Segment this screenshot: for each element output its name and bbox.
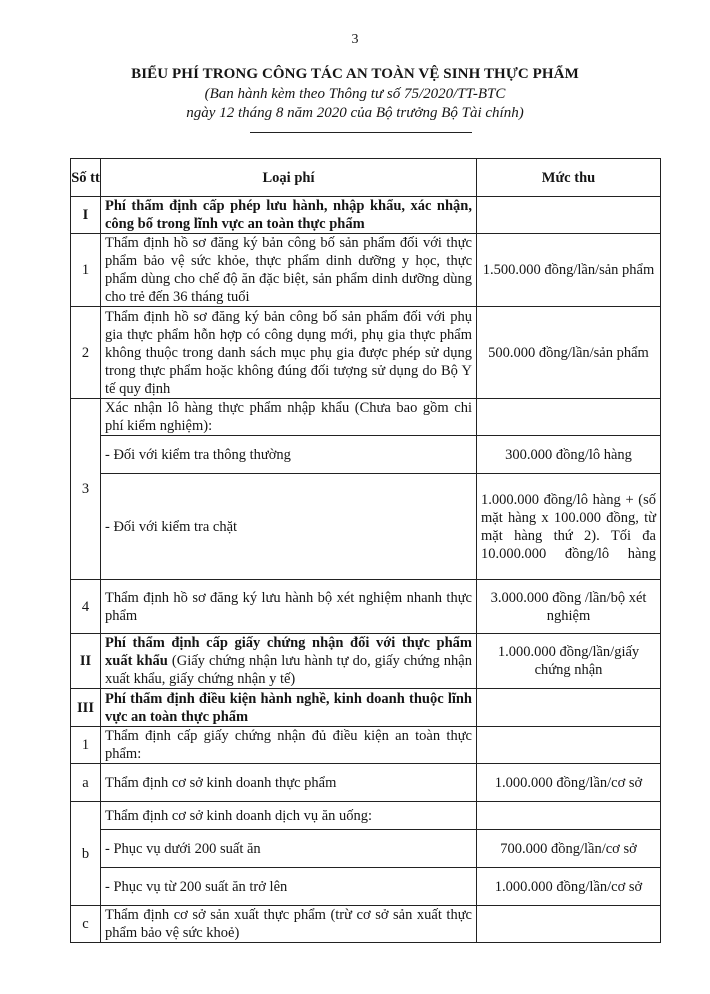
table-row	[71, 868, 661, 906]
table-row	[71, 474, 661, 580]
row-no: 1	[71, 234, 101, 307]
header-fee-type: Loại phí	[101, 159, 477, 197]
row-no: II	[71, 634, 101, 689]
subtitle-line-1: (Ban hành kèm theo Thông tư số 75/2020/TT-BTC	[204, 86, 506, 102]
table-row	[71, 906, 661, 943]
header-no: Số tt	[71, 159, 101, 197]
row-amount	[477, 689, 661, 727]
title-underline	[250, 132, 472, 133]
row-fee: Thẩm định hồ sơ đăng ký bản công bố sản phẩm đối với thực phẩm bảo vệ sức khỏe, thực phẩm dinh dưỡng y học, thực phẩm dùng cho chế độ ăn đặc biệt, sản phẩm dinh dưỡng dùng cho trẻ đến 36 tháng tuổi	[101, 234, 477, 307]
row-fee: Phí thẩm định điều kiện hành nghề, kinh doanh thuộc lĩnh vực an toàn thực phẩm	[101, 689, 477, 727]
row-amount: 1.500.000 đồng/lần/sản phẩm	[477, 234, 661, 307]
row-fee-bold: Phí thẩm định cấp giấy chứng nhận đối với thực phẩm xuất khẩu	[105, 635, 472, 669]
row-amount: 1.000.000 đồng/lần/giấy chứng nhận	[477, 634, 661, 689]
page-number: 3	[351, 32, 359, 47]
table-row	[71, 689, 661, 727]
row-fee-detail: (Giấy chứng nhận lưu hành tự do, giấy chứng nhận xuất khẩu, giấy chứng nhận y tế)	[105, 653, 472, 687]
table-row	[71, 830, 661, 868]
table-row	[71, 307, 661, 399]
row-fee: Thẩm định cấp giấy chứng nhận đủ điều kiện an toàn thực phẩm:	[101, 727, 477, 764]
row-no: c	[71, 906, 101, 943]
row-fee: - Phục vụ dưới 200 suất ăn	[101, 830, 477, 868]
table-row	[71, 727, 661, 764]
row-fee: Phí thẩm định cấp phép lưu hành, nhập khẩu, xác nhận, công bố trong lĩnh vực an toàn thực phẩm	[101, 197, 477, 234]
row-amount: 700.000 đồng/lần/cơ sở	[477, 830, 661, 868]
table-row	[71, 802, 661, 830]
subtitle-line-2: ngày 12 tháng 8 năm 2020 của Bộ trưởng Bộ Tài chính)	[186, 105, 524, 121]
row-no: b	[71, 802, 101, 906]
row-fee: Xác nhận lô hàng thực phẩm nhập khẩu (Chưa bao gồm chi phí kiểm nghiệm):	[101, 399, 477, 436]
row-no: a	[71, 764, 101, 802]
row-fee: Thẩm định hồ sơ đăng ký lưu hành bộ xét nghiệm nhanh thực phẩm	[101, 580, 477, 634]
row-fee: - Đối với kiểm tra chặt	[101, 474, 477, 580]
row-fee: Thẩm định hồ sơ đăng ký bản công bố sản phẩm đối với phụ gia thực phẩm hỗn hợp có công dụng mới, phụ gia thực phẩm không thuộc trong danh sách mục phụ gia được phép sử dụng trong thực phẩm hoặc không đúng đối tượng sử dụng do Bộ Y tế quy định	[101, 307, 477, 399]
fee-table	[70, 158, 661, 943]
document-title: BIỂU PHÍ TRONG CÔNG TÁC AN TOÀN VỆ SINH THỰC PHẨM	[131, 66, 579, 82]
table-row	[71, 399, 661, 436]
table-row	[71, 580, 661, 634]
row-amount: 3.000.000 đồng /lần/bộ xét nghiệm	[477, 580, 661, 634]
row-no: III	[71, 689, 101, 727]
row-fee	[101, 634, 477, 689]
row-no: 3	[71, 399, 101, 580]
table-row	[71, 197, 661, 234]
row-amount	[477, 197, 661, 234]
row-no: I	[71, 197, 101, 234]
row-no: 4	[71, 580, 101, 634]
row-amount: 1.000.000 đồng/lô hàng + (số mặt hàng x 100.000 đồng, từ mặt hàng thứ 2). Tối đa 10.000.000 đồng/lô hàng	[477, 474, 661, 580]
row-amount	[477, 802, 661, 830]
row-amount	[477, 906, 661, 943]
row-amount: 1.000.000 đồng/lần/cơ sở	[477, 868, 661, 906]
row-amount	[477, 399, 661, 436]
row-fee: Thẩm định cơ sở kinh doanh dịch vụ ăn uống:	[101, 802, 477, 830]
row-fee: Thẩm định cơ sở sản xuất thực phẩm (trừ cơ sở sản xuất thực phẩm bảo vệ sức khoẻ)	[101, 906, 477, 943]
row-no: 2	[71, 307, 101, 399]
row-amount: 500.000 đồng/lần/sản phẩm	[477, 307, 661, 399]
table-header-row	[71, 159, 661, 197]
row-amount: 300.000 đồng/lô hàng	[477, 436, 661, 474]
row-no: 1	[71, 727, 101, 764]
header-amount: Mức thu	[477, 159, 661, 197]
row-fee: - Phục vụ từ 200 suất ăn trở lên	[101, 868, 477, 906]
table-row	[71, 234, 661, 307]
table-row	[71, 436, 661, 474]
row-fee: - Đối với kiểm tra thông thường	[101, 436, 477, 474]
row-fee: Thẩm định cơ sở kinh doanh thực phẩm	[101, 764, 477, 802]
row-amount: 1.000.000 đồng/lần/cơ sở	[477, 764, 661, 802]
row-amount	[477, 727, 661, 764]
table-row	[71, 634, 661, 689]
table-row	[71, 764, 661, 802]
